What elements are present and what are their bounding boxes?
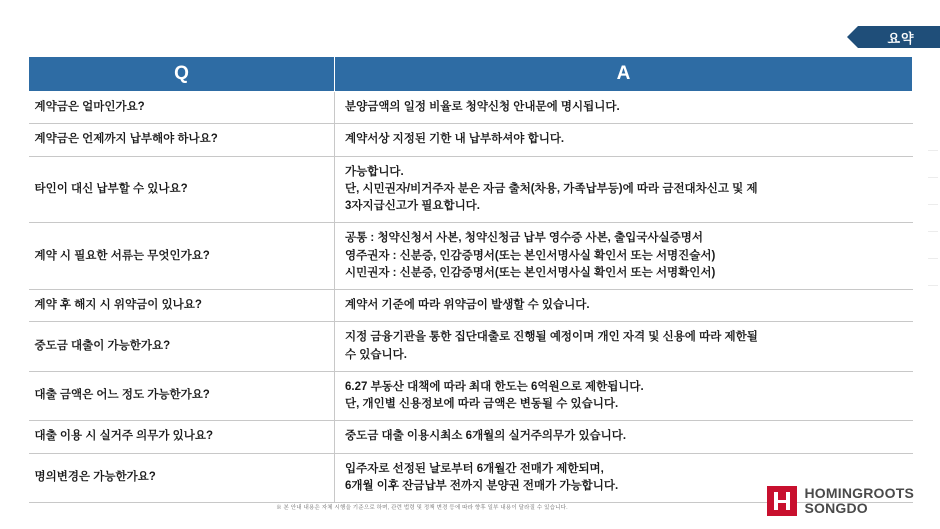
answer-line: 영주권자 : 신분증, 인감증명서(또는 본인서명사실 확인서 또는 서명진술서) [345, 249, 716, 262]
answer-line: 6.27 부동산 대책에 따라 최대 한도는 6억원으로 제한됩니다. [345, 380, 644, 393]
answer-line: 시민권자 : 신분증, 인감증명서(또는 본인서명사실 확인서 또는 서명확인서) [345, 266, 716, 279]
edge-artifacts [928, 150, 938, 450]
answer-cell [335, 290, 913, 322]
logo-wordmark [804, 486, 914, 517]
footnote-text: ※ 본 안내 내용은 자체 시행을 기준으로 하며, 관련 법령 및 정책 변경 등에 따라 향후 일부 내용이 달라질 수 있습니다. [276, 505, 568, 511]
table-header-row [29, 57, 913, 92]
answer-line: 6개월 이후 잔금납부 전까지 분양권 전매가 가능합니다. [345, 479, 619, 492]
table-row [29, 371, 913, 421]
question-cell: 중도금 대출이 가능한가요? [29, 322, 335, 372]
column-header-question: Q [29, 57, 335, 92]
answer-cell [335, 223, 913, 290]
faq-table [28, 56, 913, 503]
brand-logo [767, 486, 914, 517]
question-cell: 타인이 대신 납부할 수 있나요? [29, 156, 335, 223]
answer-cell [335, 421, 913, 453]
answer-line: 단, 개인별 신용정보에 따라 금액은 변동될 수 있습니다. [345, 398, 619, 410]
faq-table-header [29, 57, 913, 92]
question-cell: 명의변경은 가능한가요? [29, 453, 335, 503]
answer-cell [335, 156, 913, 223]
answer-line: 계약서 기준에 따라 위약금이 발생할 수 있습니다. [345, 299, 590, 311]
answer-cell [335, 124, 913, 156]
logo-mark-icon [767, 486, 797, 516]
faq-table-body [29, 92, 913, 503]
question-cell: 대출 금액은 어느 정도 가능한가요? [29, 371, 335, 421]
logo-line-1: HOMINGROOTS [804, 484, 914, 501]
logo-line-2: SONGDO [804, 500, 868, 517]
question-cell: 계약금은 얼마인가요? [29, 92, 335, 124]
question-cell: 계약 후 해지 시 위약금이 있나요? [29, 290, 335, 322]
answer-line: 중도금 대출 이용시최소 6개월의 실거주의무가 있습니다. [345, 430, 627, 443]
answer-cell [335, 92, 913, 124]
table-row [29, 322, 913, 372]
table-row [29, 156, 913, 223]
answer-line: 공통 : 청약신청서 사본, 청약신청금 납부 영수증 사본, 출입국사실증명서 [345, 232, 703, 245]
answer-line: 분양금액의 일정 비율로 청약신청 안내문에 명시됩니다. [345, 101, 620, 113]
table-row [29, 92, 913, 124]
answer-line: 수 있습니다. [345, 348, 407, 361]
summary-badge [858, 26, 940, 48]
answer-line: 가능합니다. [345, 165, 404, 178]
question-cell: 계약 시 필요한 서류는 무엇인가요? [29, 223, 335, 290]
table-row [29, 290, 913, 322]
answer-cell [335, 322, 913, 372]
answer-line: 단, 시민권자/비거주자 분은 자금 출처(차용, 가족납부등)에 따라 금전대차신고 및 제 [345, 182, 758, 195]
answer-line: 입주자로 선정된 날로부터 6개월간 전매가 제한되며, [345, 462, 604, 475]
answer-line: 지정 금융기관을 통한 집단대출로 진행될 예정이며 개인 자격 및 신용에 따라 제한될 [345, 331, 758, 344]
question-cell: 대출 이용 시 실거주 의무가 있나요? [29, 421, 335, 453]
table-row [29, 124, 913, 156]
answer-line: 계약서상 지정된 기한 내 납부하셔야 합니다. [345, 133, 565, 146]
answer-line: 3자지급신고가 필요합니다. [345, 200, 480, 212]
table-row [29, 421, 913, 453]
table-row [29, 223, 913, 290]
summary-badge-label: 요약 [887, 30, 915, 46]
column-header-answer: A [335, 57, 913, 92]
question-cell: 계약금은 언제까지 납부해야 하나요? [29, 124, 335, 156]
answer-cell [335, 371, 913, 421]
